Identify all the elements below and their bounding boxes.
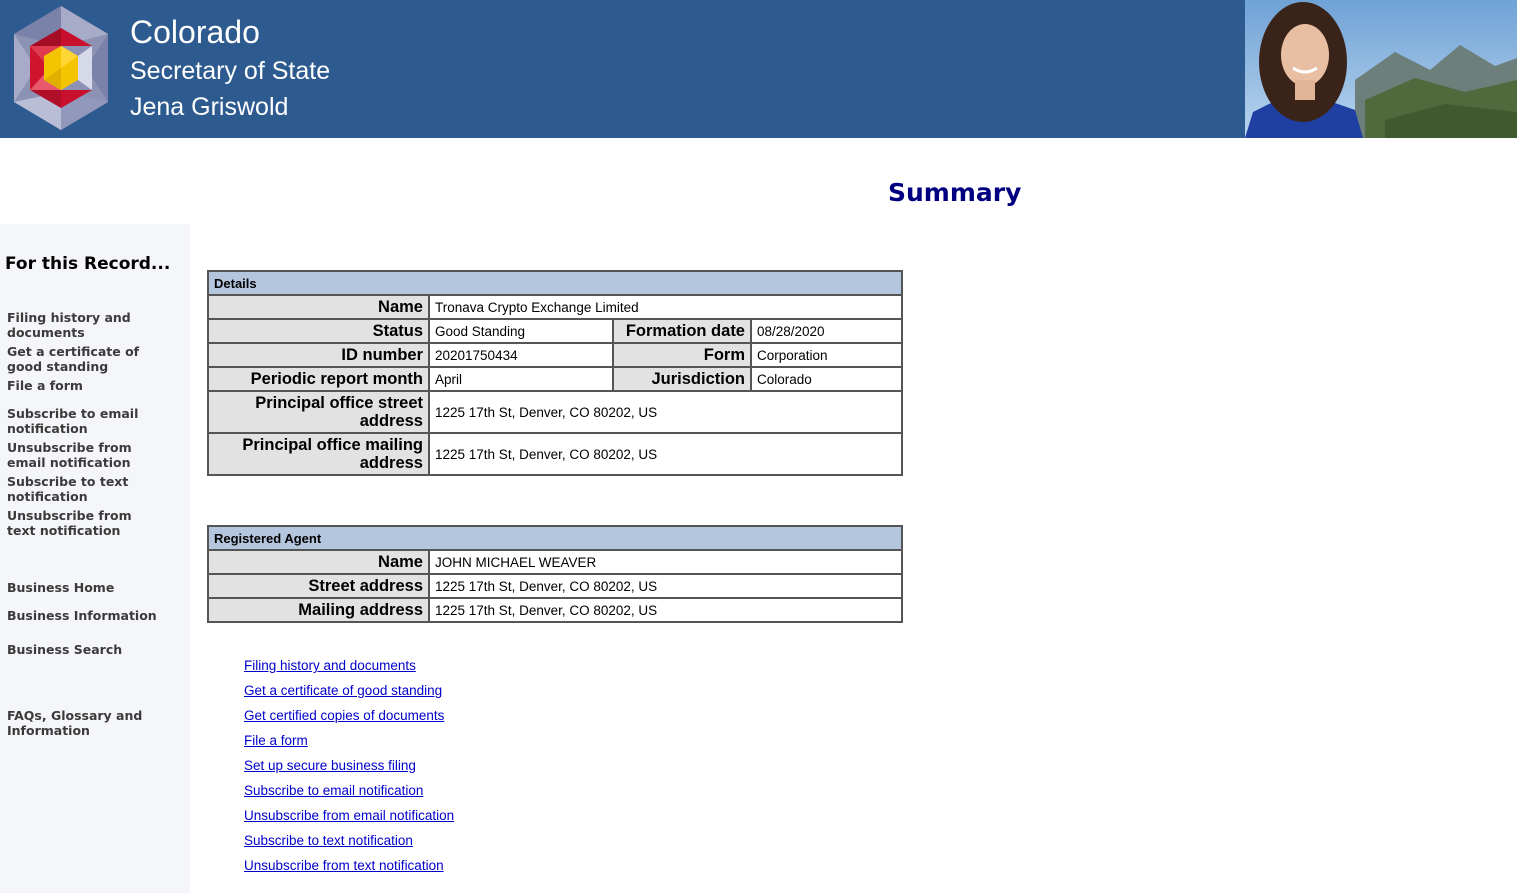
agent-name-value: JOHN MICHAEL WEAVER [429, 550, 902, 574]
link-certified-copies[interactable]: Get certified copies of documents [244, 708, 445, 723]
sidebar [0, 224, 190, 893]
principal-mailing-address-label: Principal office mailing address [208, 433, 429, 475]
sidebar-link-faqs[interactable]: FAQs, Glossary and Information [7, 708, 143, 738]
sidebar-link-filing-history[interactable]: Filing history and documents [7, 310, 131, 340]
link-unsubscribe-text[interactable]: Unsubscribe from text notification [244, 858, 444, 873]
registered-agent-table [207, 525, 903, 623]
registered-agent-heading: Registered Agent [208, 526, 902, 550]
status-label: Status [208, 319, 429, 343]
periodic-report-month-label: Periodic report month [208, 367, 429, 391]
sidebar-link-certificate[interactable]: Get a certificate of good standing [7, 344, 140, 374]
agent-mailing-address-value: 1225 17th St, Denver, CO 80202, US [429, 598, 902, 622]
principal-mailing-address-value: 1225 17th St, Denver, CO 80202, US [429, 433, 902, 475]
sidebar-link-business-information[interactable]: Business Information [7, 608, 157, 623]
site-header [0, 0, 1517, 138]
link-subscribe-text[interactable]: Subscribe to text notification [244, 833, 413, 848]
id-number-label: ID number [208, 343, 429, 367]
page-title: Summary [888, 178, 1022, 207]
sidebar-link-subscribe-text[interactable]: Subscribe to text notification [7, 474, 129, 504]
formation-date-label: Formation date [613, 319, 751, 343]
sidebar-link-unsubscribe-email[interactable]: Unsubscribe from email notification [7, 440, 132, 470]
agent-street-address-value: 1225 17th St, Denver, CO 80202, US [429, 574, 902, 598]
form-label: Form [613, 343, 751, 367]
sidebar-link-business-home[interactable]: Business Home [7, 580, 115, 595]
link-secure-business-filing[interactable]: Set up secure business filing [244, 758, 416, 773]
form-value: Corporation [751, 343, 902, 367]
header-office-title: Secretary of State [130, 57, 331, 85]
agent-mailing-address-label: Mailing address [208, 598, 429, 622]
link-filing-history[interactable]: Filing history and documents [244, 658, 416, 673]
sidebar-link-file-form[interactable]: File a form [7, 378, 83, 393]
jurisdiction-value: Colorado [751, 367, 902, 391]
link-file-form[interactable]: File a form [244, 733, 308, 748]
link-unsubscribe-email[interactable]: Unsubscribe from email notification [244, 808, 455, 823]
jurisdiction-label: Jurisdiction [613, 367, 751, 391]
entity-name-value: Tronava Crypto Exchange Limited [429, 295, 902, 319]
id-number-value: 20201750434 [429, 343, 613, 367]
sidebar-link-subscribe-email[interactable]: Subscribe to email notification [7, 406, 139, 436]
header-official-name: Jena Griswold [130, 93, 289, 121]
name-label: Name [208, 295, 429, 319]
sidebar-link-unsubscribe-text[interactable]: Unsubscribe from text notification [7, 508, 132, 538]
link-subscribe-email[interactable]: Subscribe to email notification [244, 783, 424, 798]
colorado-logo-icon[interactable] [6, 6, 116, 130]
sidebar-link-business-search[interactable]: Business Search [7, 642, 123, 657]
agent-street-address-label: Street address [208, 574, 429, 598]
official-portrait-image [1245, 0, 1517, 138]
agent-name-label: Name [208, 550, 429, 574]
periodic-report-month-value: April [429, 367, 613, 391]
formation-date-value: 08/28/2020 [751, 319, 902, 343]
sidebar-heading: For this Record... [5, 254, 171, 274]
link-certificate-good-standing[interactable]: Get a certificate of good standing [244, 683, 443, 698]
details-table [207, 270, 903, 476]
header-state-title: Colorado [130, 14, 260, 50]
principal-street-address-label: Principal office street address [208, 391, 429, 433]
status-value: Good Standing [429, 319, 613, 343]
principal-street-address-value: 1225 17th St, Denver, CO 80202, US [429, 391, 902, 433]
details-heading: Details [208, 271, 902, 295]
